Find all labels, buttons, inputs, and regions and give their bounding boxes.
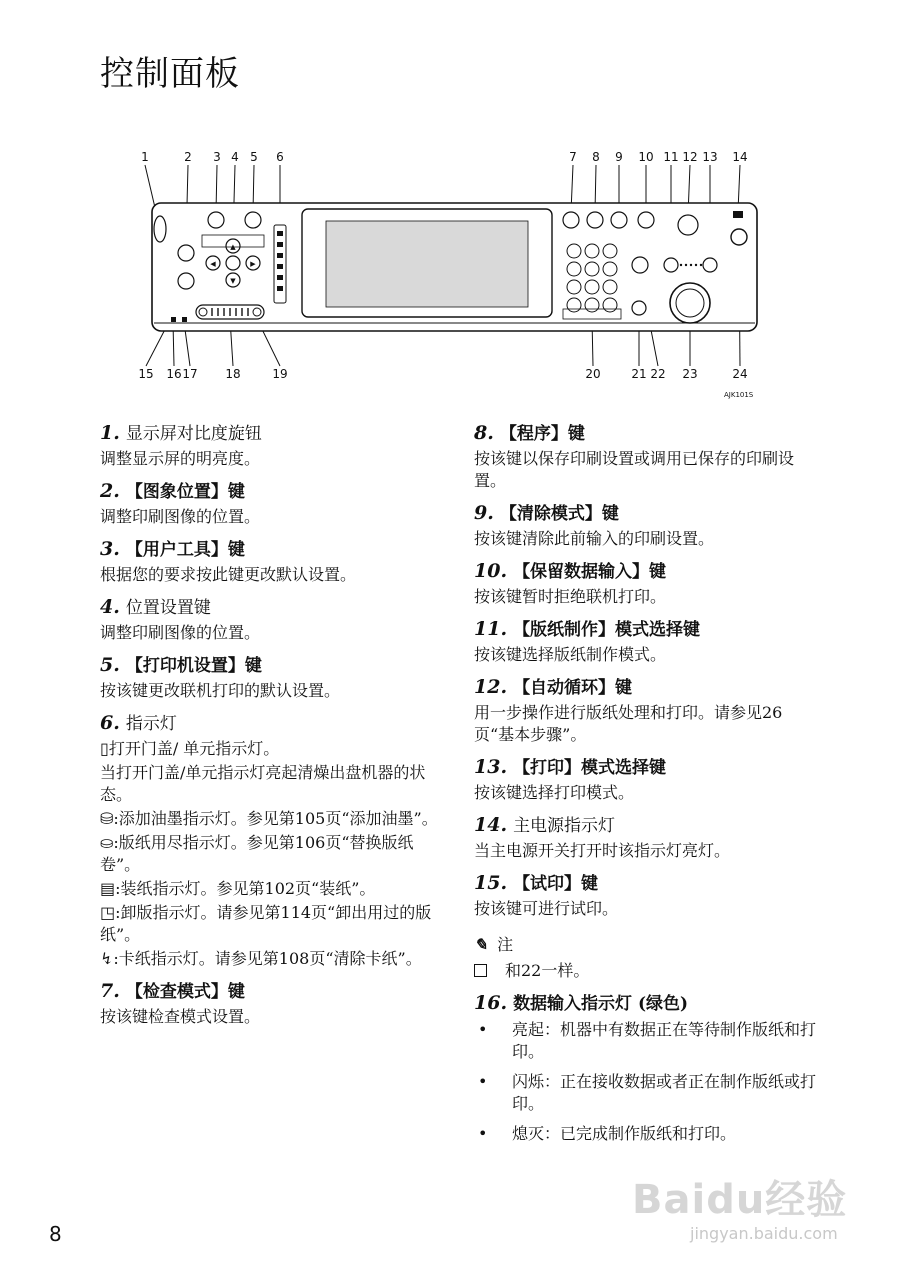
contrast-knob — [154, 216, 166, 242]
auto-cycle-key — [678, 215, 698, 235]
main-power-lamp — [733, 211, 743, 218]
keypad-key — [585, 280, 599, 294]
item-1: 1. 显示屏对比度旋钮 调整显示屏的明亮度。 — [100, 422, 262, 468]
hold-data-key — [638, 212, 654, 228]
top-callout-labels — [141, 150, 747, 164]
item-6: 6. 指示灯 ▯打开门盖/ 单元指示灯。 当打开门盖/单元指示灯亮起清燥出盘机器的状态。 ⛁:添加油墨指示灯。参见第105页“添加油墨”。 ⛀:版纸用尽指示灯。参见第106页“替换版纸卷”。 ▤:装纸指示灯。参见第102页“装纸”。 ◳:卸版指示灯。请参见第114页“卸出用过的版纸”。 ↯:卡纸指示灯。请参见第108页“清除卡纸”。 — [100, 712, 438, 968]
item-11: 11. 【版纸制作】模式选择键 按该键选择版纸制作模式。 — [474, 618, 701, 664]
callout-label: 7 — [569, 150, 577, 164]
display-screen — [326, 221, 528, 307]
pencil-icon: ✎ — [474, 935, 488, 954]
callout-label: 15 — [138, 367, 154, 381]
callout-label: 23 — [682, 367, 698, 381]
callout-label: 6 — [276, 150, 284, 164]
keypad-key — [603, 262, 617, 276]
mode-key-22 — [632, 257, 648, 273]
page-number: 8 — [49, 1222, 62, 1246]
data-in-lamp — [171, 317, 176, 322]
callout-label: 5 — [250, 150, 258, 164]
callout-label: 4 — [231, 150, 239, 164]
error-lamp — [182, 317, 187, 322]
left-column — [100, 422, 445, 1038]
misfeed-icon: ↯ — [100, 949, 114, 968]
bottom-callout-labels — [138, 367, 747, 381]
master-making-key — [664, 258, 678, 272]
callout-label: 22 — [650, 367, 666, 381]
keypad-key — [585, 298, 599, 312]
image-position-key — [178, 245, 194, 261]
keypad-key — [585, 262, 599, 276]
svg-text:▲: ▲ — [230, 243, 236, 251]
check-mode-key — [563, 212, 579, 228]
checkbox-bullet-icon — [474, 964, 487, 977]
callout-label: 13 — [702, 150, 718, 164]
keypad-key — [603, 280, 617, 294]
energy-saver-key — [731, 229, 747, 245]
watermark-logo: Baidu经验 — [632, 1177, 848, 1223]
keypad-key — [567, 244, 581, 258]
page-title: 控制面板 — [100, 54, 240, 94]
master-end-icon: ⛀ — [100, 833, 114, 852]
svg-text:▶: ▶ — [250, 260, 256, 268]
item-7: 7. 【检查模式】键 按该键检查模式设置。 — [100, 980, 261, 1026]
control-panel-figure — [130, 145, 770, 400]
keypad-key — [567, 280, 581, 294]
printer-settings-key — [245, 212, 261, 228]
callout-label: 3 — [213, 150, 221, 164]
item-10: 10. 【保留数据输入】键 按该键暂时拒绝联机打印。 — [474, 560, 667, 606]
clear-modes-key — [611, 212, 627, 228]
callout-label: 10 — [638, 150, 654, 164]
callout-label: 16 — [166, 367, 182, 381]
callout-label: 24 — [732, 367, 748, 381]
callout-label: 8 — [592, 150, 600, 164]
svg-text:◀: ◀ — [210, 260, 216, 268]
item-3: 3. 【用户工具】键 根据您的要求按此键更改默认设置。 — [100, 538, 357, 584]
list-item: • 闪烁：正在接收数据或者正在制作版纸或打印。 — [474, 1071, 819, 1115]
keypad-key — [585, 244, 599, 258]
clear-stop-key — [632, 301, 646, 315]
callout-label: 21 — [631, 367, 647, 381]
keypad-key — [603, 244, 617, 258]
item-2: 2. 【图象位置】键 调整印刷图像的位置。 — [100, 480, 261, 526]
figure-code: AJK101S — [724, 391, 754, 399]
item-4: 4. 位置设置键 调整印刷图像的位置。 — [100, 596, 261, 642]
svg-text:▼: ▼ — [230, 277, 236, 285]
watermark-url: jingyan.baidu.com — [690, 1224, 838, 1243]
callout-label: 18 — [225, 367, 241, 381]
position-center-key — [226, 256, 240, 270]
proof-key — [178, 273, 194, 289]
item-16: 16. 数据输入指示灯 (绿色) • 亮起：机器中有数据正在等待制作版纸和打印。 • 闪烁：正在接收数据或者正在制作版纸或打印。 • 熄灭：已完成制作版纸和打印。 — [474, 992, 819, 1145]
item-14: 14. 主电源指示灯 当主电源开关打开时该指示灯亮灯。 — [474, 814, 731, 860]
printing-key — [703, 258, 717, 272]
item-8: 8. 【程序】键 按该键以保存印刷设置或调用已保存的印刷设置。 — [474, 422, 795, 490]
list-item: • 亮起：机器中有数据正在等待制作版纸和打印。 — [474, 1019, 819, 1063]
item-5: 5. 【打印机设置】键 按该键更改联机打印的默认设置。 — [100, 654, 341, 700]
user-tools-key — [208, 212, 224, 228]
callout-label: 1 — [141, 150, 149, 164]
callout-label: 14 — [732, 150, 748, 164]
item-12: 12. 【自动循环】键 用一步操作进行版纸处理和打印。请参见26页“基本步骤”。 — [474, 676, 783, 744]
callout-label: 2 — [184, 150, 192, 164]
item-16-bullets — [474, 1019, 819, 1145]
callout-label: 11 — [663, 150, 679, 164]
note-heading: ✎ 注 — [474, 935, 514, 954]
load-paper-icon: ▤ — [100, 879, 116, 898]
program-key — [587, 212, 603, 228]
callout-label: 19 — [272, 367, 288, 381]
item-13: 13. 【打印】模式选择键 按该键选择打印模式。 — [474, 756, 667, 802]
callout-label: 17 — [182, 367, 198, 381]
callout-label: 12 — [682, 150, 698, 164]
keypad-key — [567, 262, 581, 276]
right-column — [474, 422, 819, 1155]
note-item: 和22一样。 — [474, 960, 819, 982]
item-9: 9. 【清除模式】键 按该键清除此前输入的印刷设置。 — [474, 502, 715, 548]
callout-label: 20 — [585, 367, 601, 381]
empty-master-box-icon: ◳ — [100, 903, 116, 922]
door-open-icon: ▯ — [100, 739, 109, 758]
callout-label: 9 — [615, 150, 623, 164]
keypad-key — [567, 298, 581, 312]
keypad-key — [603, 298, 617, 312]
item-15: 15. 【试印】键 按该键可进行试印。 — [474, 872, 619, 918]
start-key-inner — [676, 289, 704, 317]
add-ink-icon: ⛁ — [100, 809, 114, 828]
list-item: • 熄灭：已完成制作版纸和打印。 — [474, 1123, 819, 1145]
